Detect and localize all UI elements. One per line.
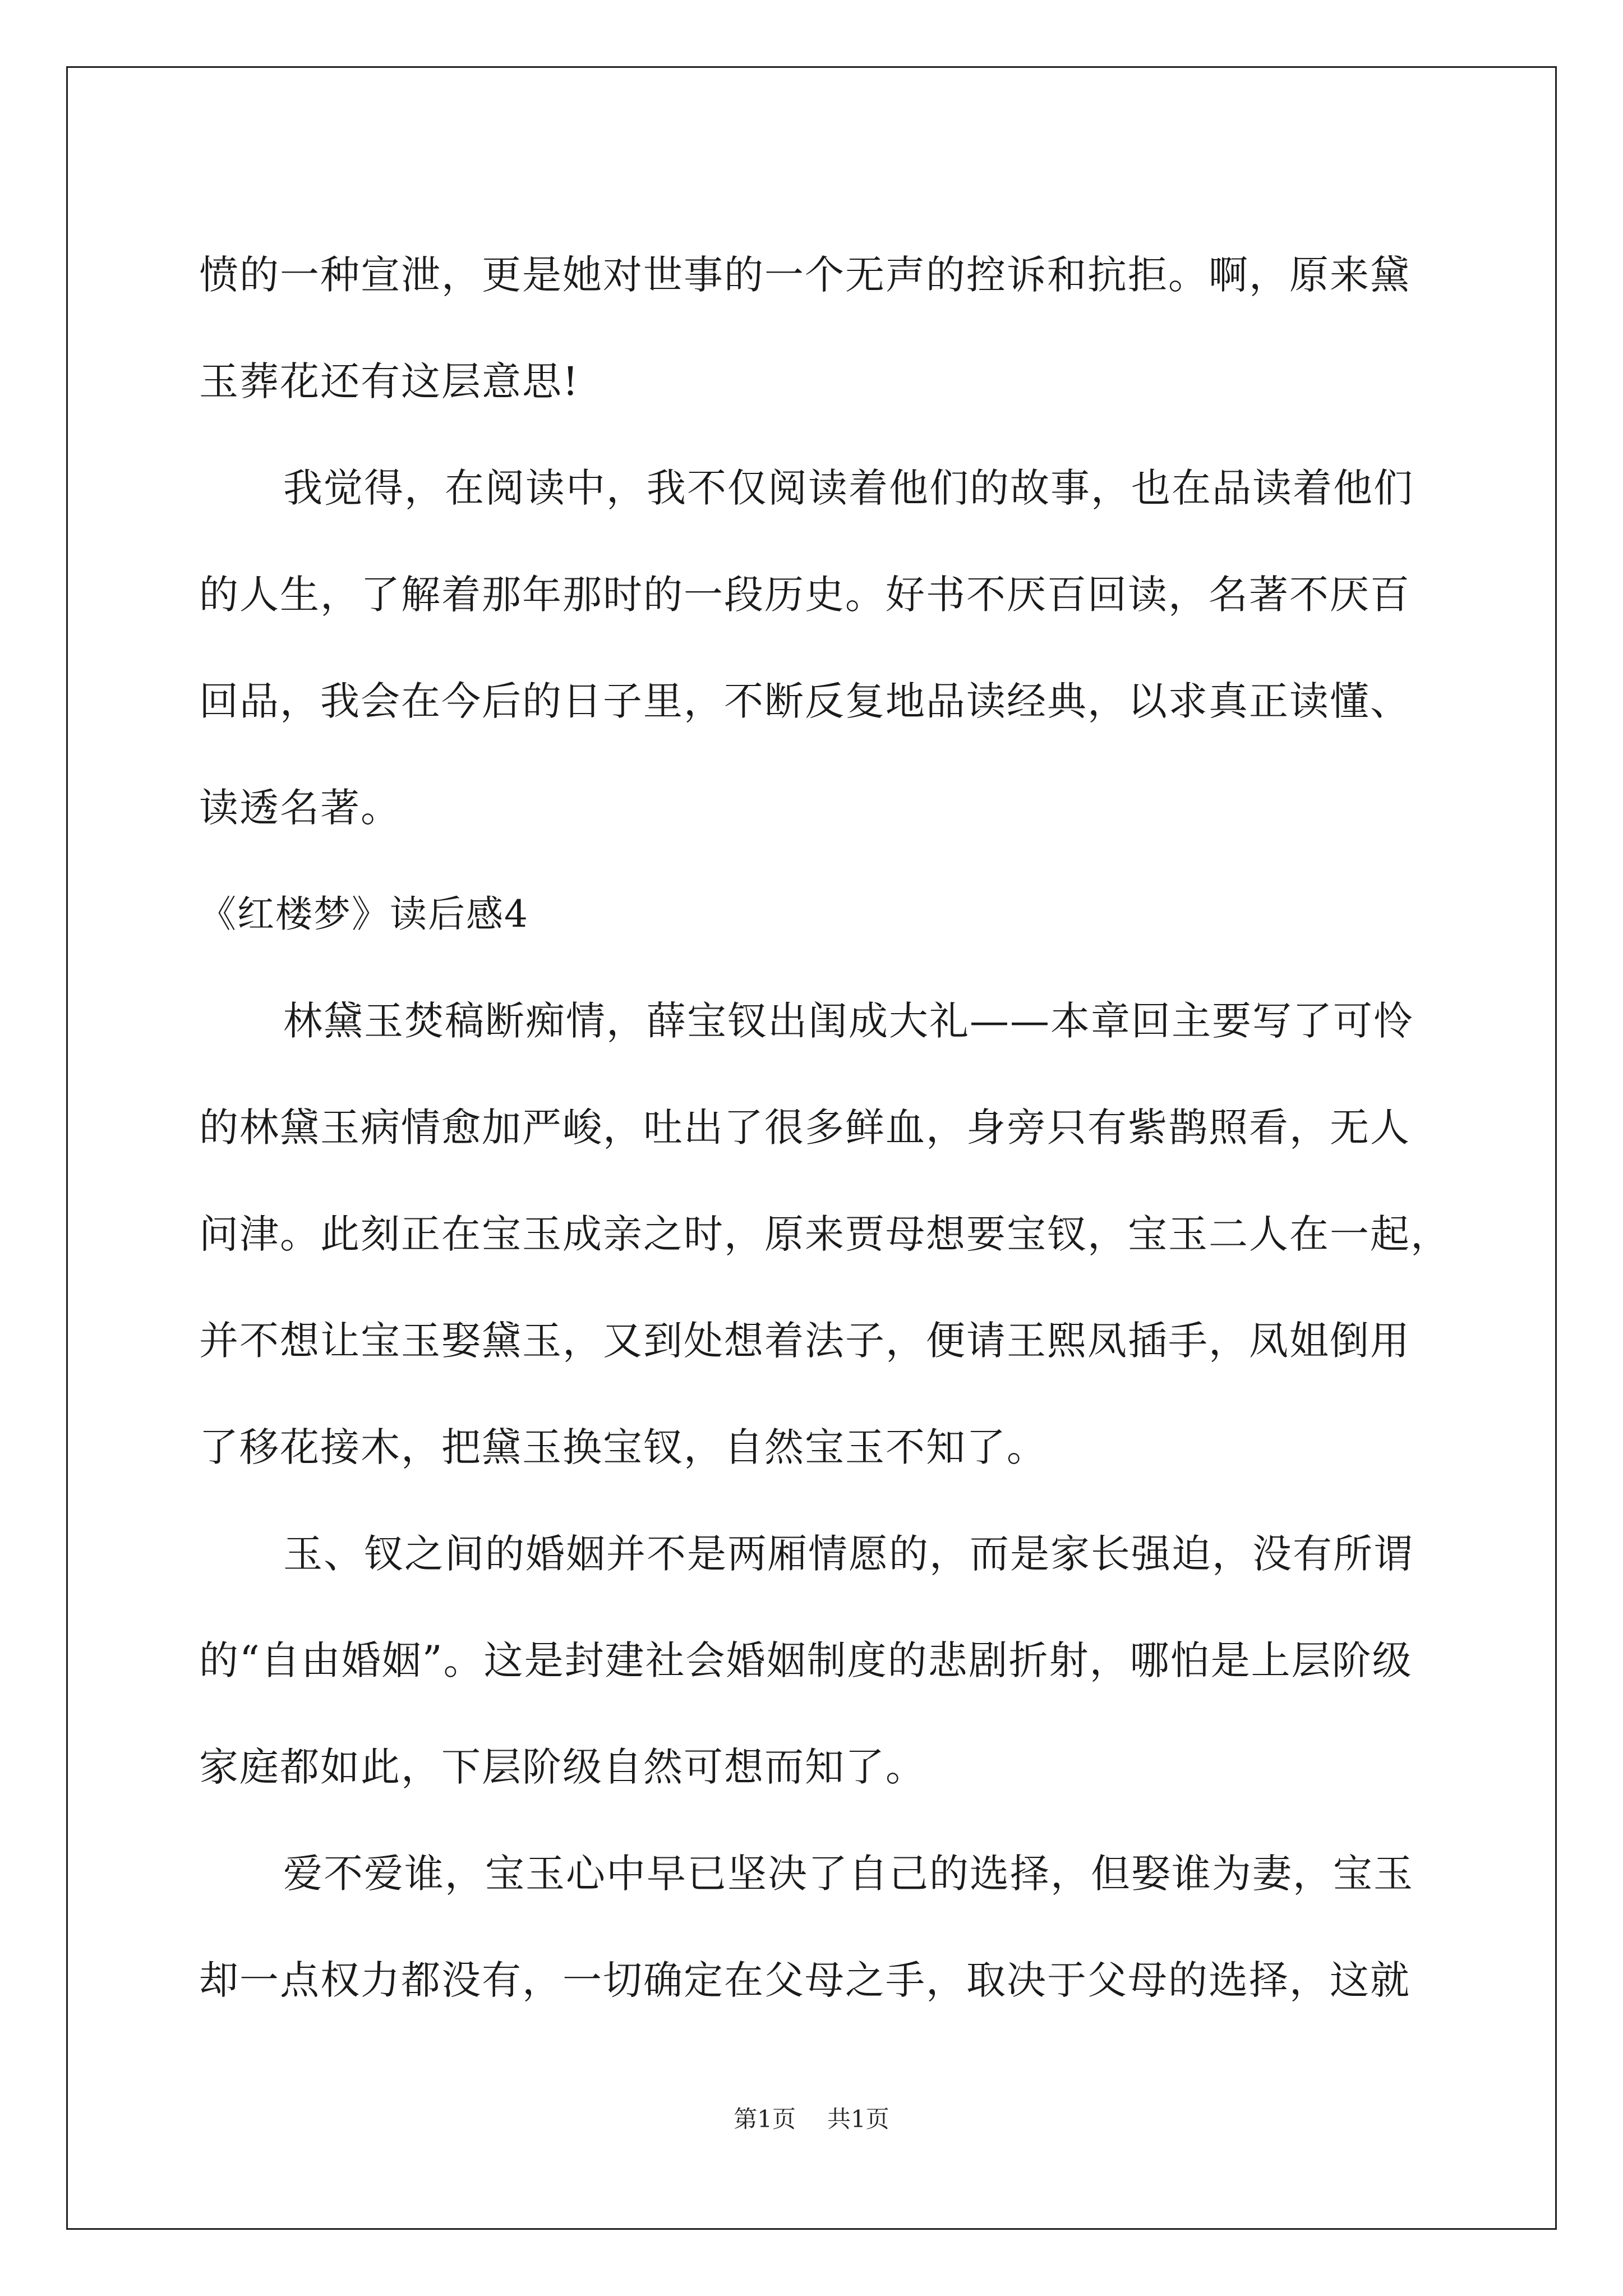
paragraph-line: 我觉得，在阅读中，我不仅阅读着他们的故事，也在品读着他们: [283, 465, 1414, 511]
page-number: 第1页: [734, 2105, 796, 2133]
section-heading: 《红楼梦》读后感4: [199, 892, 529, 936]
paragraph-line: 的“自由婚姻”。这是封建社会婚姻制度的悲剧折射，哪怕是上层阶级: [199, 1637, 1413, 1683]
paragraph-line: 玉、钗之间的婚姻并不是两厢情愿的，而是家长强迫，没有所谓: [283, 1531, 1414, 1577]
paragraph-line: 愤的一种宣泄，更是她对世事的一个无声的控诉和抗拒。啊，原来黛: [199, 252, 1410, 298]
paragraph-line: 的人生，了解着那年那时的一段历史。好书不厌百回读，名著不厌百: [199, 572, 1410, 618]
page-total: 共1页: [827, 2105, 889, 2133]
paragraph-line: 家庭都如此，下层阶级自然可想而知了。: [199, 1744, 926, 1790]
document-body: [199, 222, 1461, 2033]
paragraph-line: 林黛玉焚稿断痴情，薛宝钗出闺成大礼——本章回主要写了可怜: [283, 998, 1414, 1044]
paragraph-line: 并不想让宝玉娶黛玉，又到处想着法子，便请王熙凤插手，凤姐倒用: [199, 1318, 1410, 1364]
paragraph-line: 了移花接木，把黛玉换宝钗，自然宝玉不知了。: [199, 1424, 1047, 1470]
paragraph-line: 回品，我会在今后的日子里，不断反复地品读经典，以求真正读懂、: [199, 678, 1410, 724]
paragraph-line: 的林黛玉病情愈加严峻，吐出了很多鲜血，身旁只有紫鹊照看，无人: [199, 1105, 1410, 1151]
paragraph-line: 问津。此刻正在宝玉成亲之时，原来贾母想要宝钗，宝玉二人在一起，: [199, 1211, 1451, 1257]
page-footer: [0, 2101, 1623, 2134]
paragraph-line: 读透名著。: [199, 785, 401, 831]
paragraph-line: 爱不爱谁，宝玉心中早已坚决了自己的选择，但娶谁为妻，宝玉: [283, 1851, 1414, 1897]
paragraph-line: 玉葬花还有这层意思!: [199, 358, 580, 404]
paragraph-line: 却一点权力都没有，一切确定在父母之手，取决于父母的选择，这就: [199, 1957, 1410, 2003]
